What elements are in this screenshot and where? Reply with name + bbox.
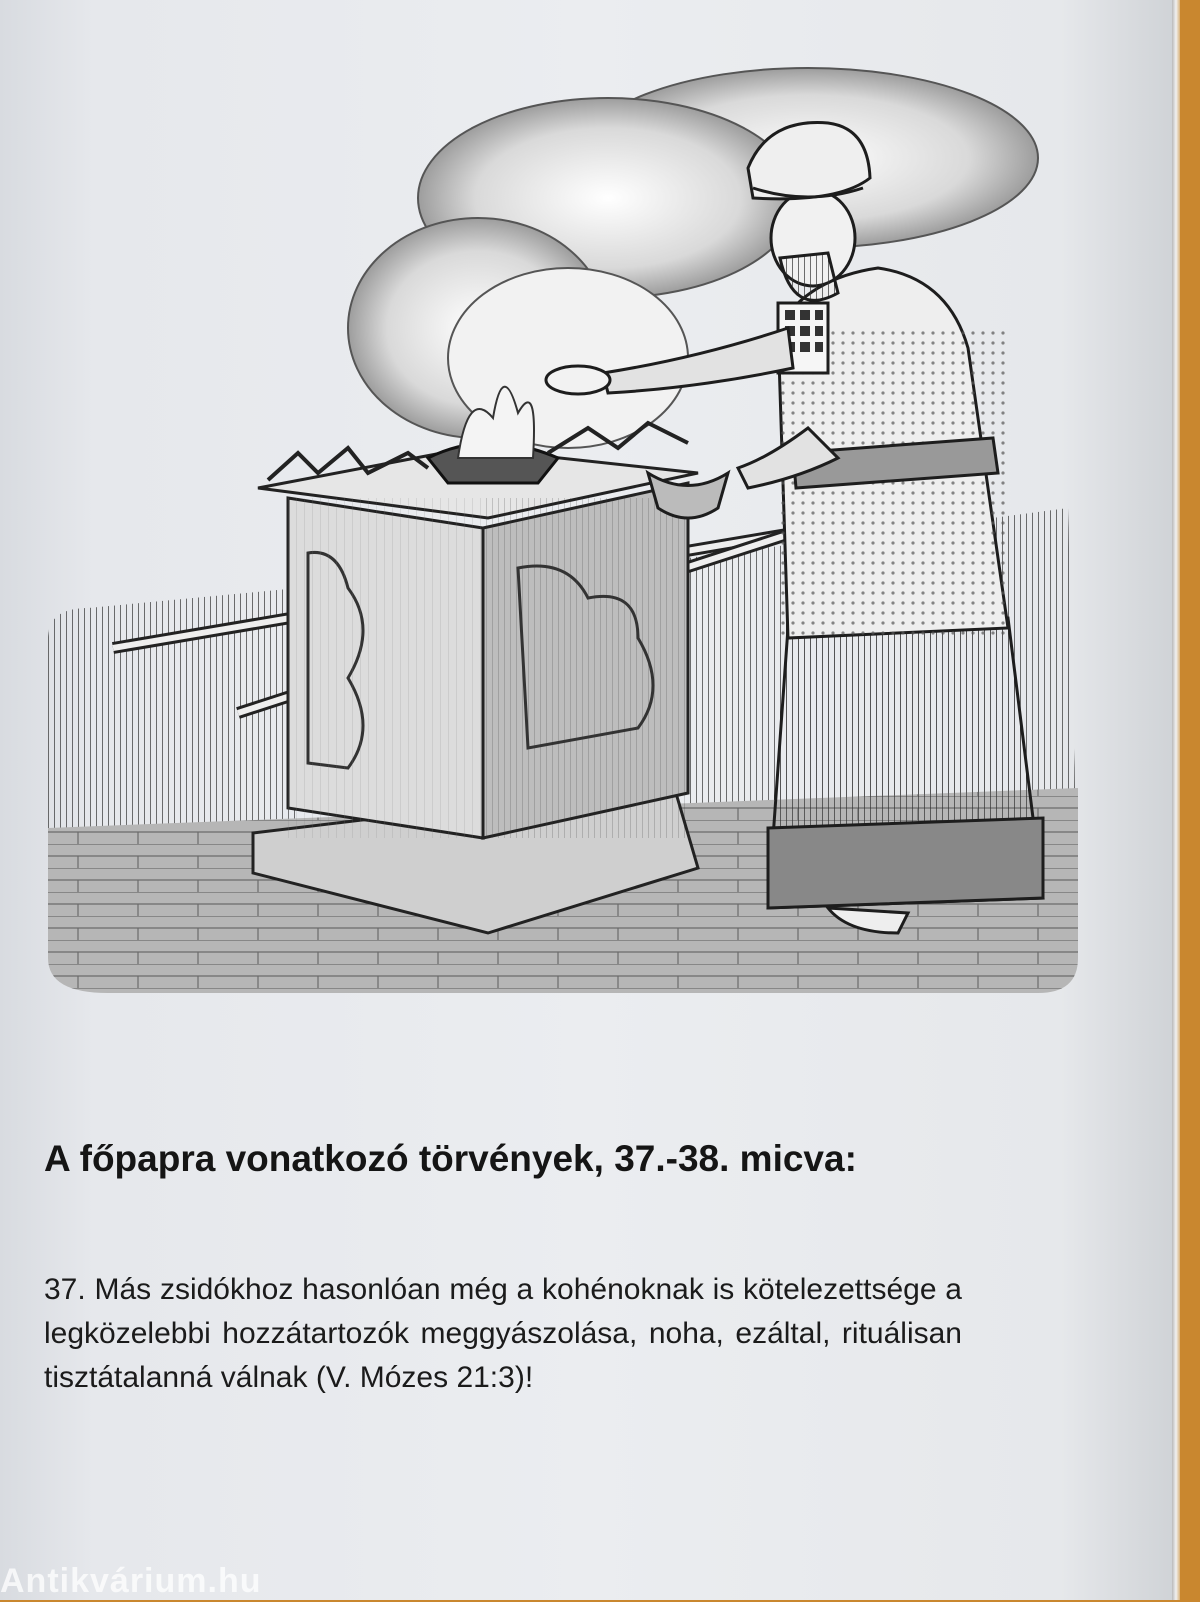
engraving-high-priest-at-incense-altar <box>48 28 1100 1018</box>
watermark: Antikvárium.hu <box>0 1562 262 1600</box>
page-edge <box>1172 0 1180 1600</box>
incense-altar <box>253 387 698 933</box>
section-heading: A főpapra vonatkozó törvények, 37.-38. micva: <box>44 1138 857 1179</box>
mitzvah-37-paragraph: 37. Más zsidókhoz hasonlóan még a kohénoknak is kötelezettsége a legközelebbi hozzátartozók meggyászolása, noha, ezáltal, rituálisan tisztátalanná válnak (V. Mózes 21:3)! <box>44 1273 962 1394</box>
